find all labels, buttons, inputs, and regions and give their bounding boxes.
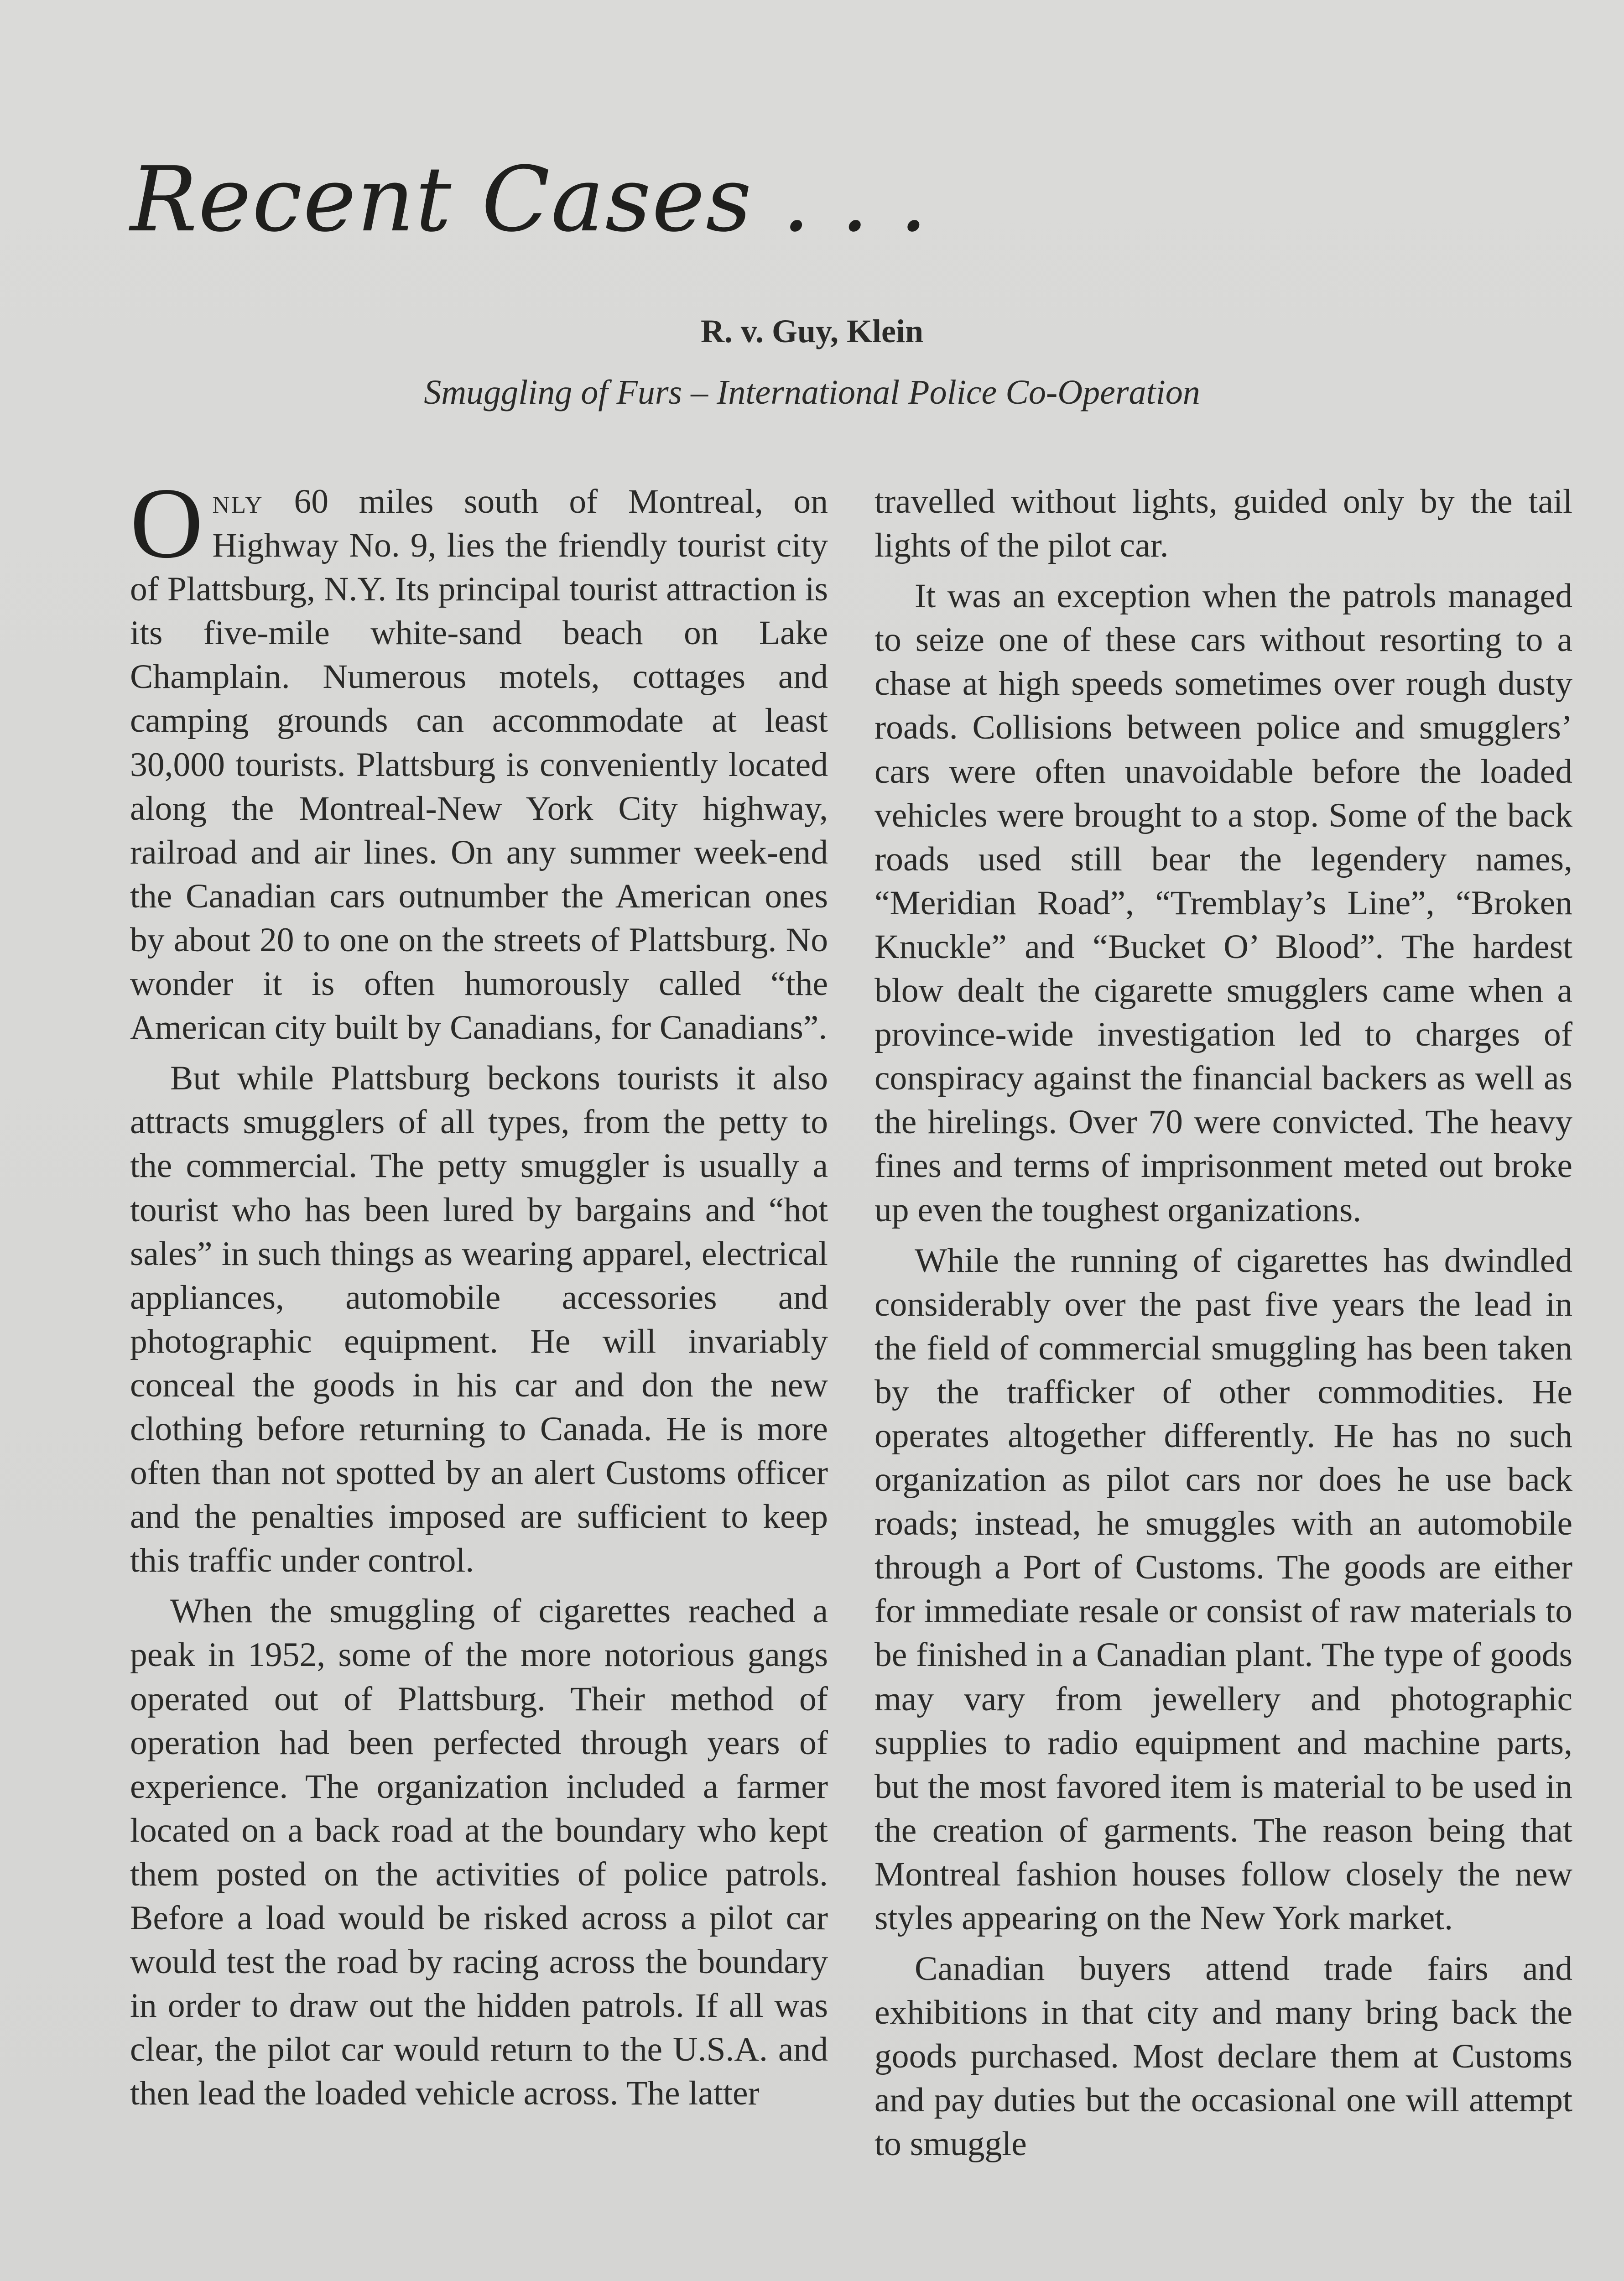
- paragraph-5: While the running of cigarettes has dwindled considerably over the past five years the lead in the field of commercial smuggling has been taken by the trafficker of other commodities. He operates altogether differently. He has no such organization as pilot cars nor does he use back roads; instead, he smuggles with an automobile through a Port of Customs. The goods are either for immediate resale or consist of raw materials to be finished in a Canadian plant. The type of goods may vary from jewellery and photographic supplies to radio equipment and machine parts, but the most favored item is material to be used in the creation of garments. The reason being that Montreal fashion houses follow closely the new styles appearing on the New York market.: [874, 1241, 1572, 1937]
- paragraph-3-continued: travelled without lights, guided only by the tail lights of the pilot car.: [874, 483, 1572, 565]
- lead-smallcaps: nly: [212, 483, 264, 521]
- article-column-right: [874, 480, 1572, 2173]
- drop-cap: O: [130, 467, 203, 579]
- paragraph-3: When the smuggling of cigarettes reached a peak in 1952, some of the more notorious gangs operated out of Plattsburg. Their method of operation had been perfected through years of experience. The organization included a farmer located on a back road at the boundary who kept them posted on the activities of police patrols. Before a load would be risked across a pilot car would test the road by racing across the boundary in order to draw out the hidden patrols. If all was clear, the pilot car would return to the U.S.A. and then lead the loaded vehicle across. The latter: [130, 1592, 828, 2113]
- paragraph-6: Canadian buyers attend trade fairs and exhibitions in that city and many bring back the goods purchased. Most declare them at Customs and pay duties but the occasional one will attempt to smuggle: [874, 1950, 1572, 2163]
- paragraph-4: It was an exception when the patrols managed to seize one of these cars without resorting to a chase at high speeds sometimes over rough dusty roads. Collisions between police and smugglers’ cars were often unavoidable before the loaded vehicles were brought to a stop. Some of the back roads used still bear the legendery names, “Meridian Road”, “Tremblay’s Line”, “Broken Knuckle” and “Bucket O’ Blood”. The hardest blow dealt the cigarette smugglers came when a province-wide investigation led to charges of conspiracy against the financial backers as well as the hirelings. Over 70 were convicted. The heavy fines and terms of imprisonment meted out broke up even the toughest organizations.: [874, 577, 1572, 1229]
- case-name: R. v. Guy, Klein: [700, 313, 924, 349]
- paragraph-1-text: 60 miles south of Montreal, on Highway No. 9, lies the friendly tourist city of Plattsburg, N.Y. Its principal tourist attraction is its five-mile white-sand beach on Lake Champlain. Numerous motels, cottages and camping grounds can accommodate at least 30,000 tourists. Plattsburg is conveniently located along the Montreal-New York City highway, railroad and air lines. On any summer week-end the Canadian cars outnumber the American ones by about 20 to one on the streets of Plattsburg. No wonder it is often humorously called “the American city built by Canadians, for Canadians”.: [130, 483, 828, 1047]
- article-column-left: [130, 467, 828, 2122]
- section-heading: Recent Cases . . .: [130, 148, 929, 252]
- case-subtitle: Smuggling of Furs – International Police Co-Operation: [424, 373, 1200, 411]
- paragraph-2: But while Plattsburg beckons tourists it also attracts smugglers of all types, from the petty to the commercial. The petty smuggler is usually a tourist who has been lured by bargains and “hot sales” in such things as wearing apparel, electrical appliances, automobile accessories and photographic equipment. He will invariably conceal the goods in his car and don the new clothing before returning to Canada. He is more often than not spotted by an alert Customs officer and the penalties imposed are sufficient to keep this traffic under control.: [130, 1059, 828, 1580]
- paragraph-1: [130, 467, 828, 1050]
